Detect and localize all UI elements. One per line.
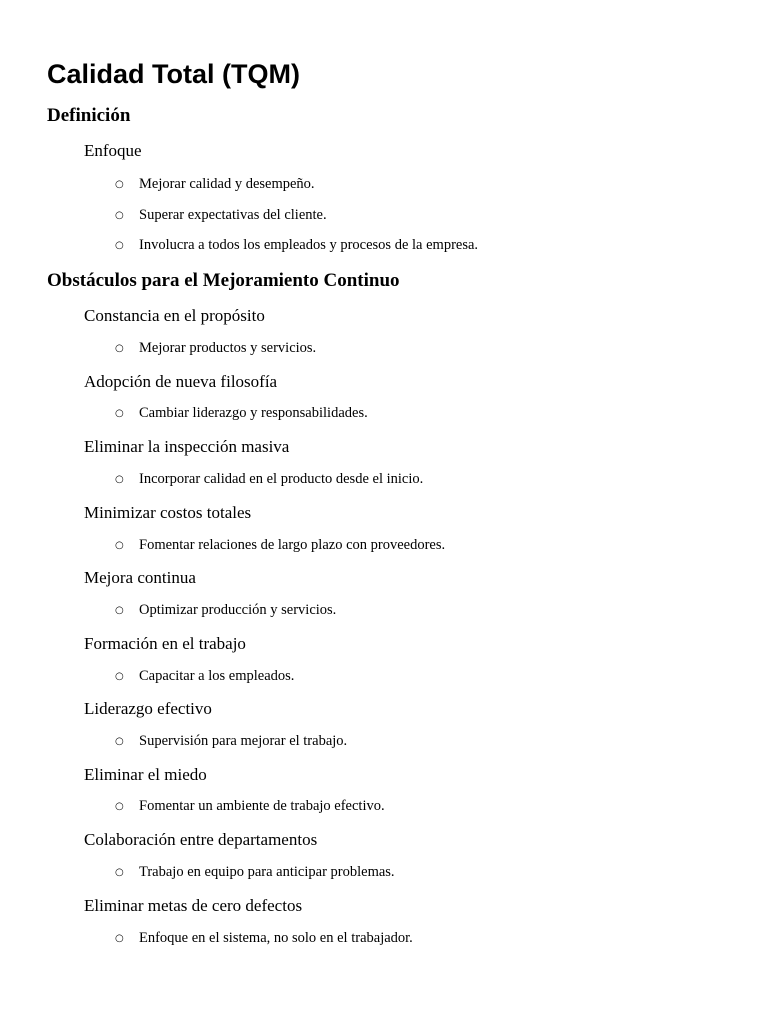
bullet-text: Incorporar calidad en el producto desde el inicio. (139, 471, 424, 487)
document-title: Calidad Total (TQM) (47, 59, 300, 89)
list-item (115, 928, 413, 949)
topic-inspeccion: Eliminar la inspección masiva (84, 437, 290, 456)
bullet-marker-icon: ○ (115, 605, 124, 616)
list-item (115, 235, 478, 256)
bullet-text: Trabajo en equipo para anticipar problemas. (139, 864, 395, 880)
list-item (115, 403, 368, 424)
list-item (115, 666, 294, 687)
topic-costos: Minimizar costos totales (84, 503, 252, 522)
bullet-marker-icon: ○ (115, 933, 124, 944)
bullet-marker-icon: ○ (115, 210, 124, 221)
bullet-text: Fomentar relaciones de largo plazo con proveedores. (139, 537, 446, 553)
bullet-text: Mejorar productos y servicios. (139, 340, 317, 356)
bullet-marker-icon: ○ (115, 736, 124, 747)
list-item (115, 205, 327, 226)
bullet-marker-icon: ○ (115, 408, 124, 419)
bullet-text: Supervisión para mejorar el trabajo. (139, 733, 348, 749)
bullet-marker-icon: ○ (115, 474, 124, 485)
section-heading-obstaculos: Obstáculos para el Mejoramiento Continuo (47, 270, 400, 291)
topic-colaboracion: Colaboración entre departamentos (84, 830, 318, 849)
bullet-text: Involucra a todos los empleados y procesos de la empresa. (139, 237, 479, 253)
bullet-text: Enfoque en el sistema, no solo en el trabajador. (139, 930, 413, 946)
bullet-text: Fomentar un ambiente de trabajo efectivo. (139, 798, 385, 814)
bullet-marker-icon: ○ (115, 343, 124, 354)
bullet-marker-icon: ○ (115, 671, 124, 682)
section-heading-definicion: Definición (47, 105, 131, 126)
list-item (115, 469, 423, 490)
topic-enfoque: Enfoque (84, 141, 142, 160)
topic-miedo: Eliminar el miedo (84, 765, 207, 784)
list-item (115, 535, 445, 556)
list-item (115, 862, 395, 883)
list-item (115, 174, 315, 195)
bullet-text: Mejorar calidad y desempeño. (139, 176, 315, 192)
bullet-text: Superar expectativas del cliente. (139, 207, 327, 223)
bullet-marker-icon: ○ (115, 179, 124, 190)
list-item (115, 731, 347, 752)
list-item (115, 338, 316, 359)
bullet-text: Cambiar liderazgo y responsabilidades. (139, 405, 368, 421)
topic-liderazgo: Liderazgo efectivo (84, 699, 212, 718)
topic-constancia: Constancia en el propósito (84, 306, 265, 325)
topic-mejora: Mejora continua (84, 568, 196, 587)
bullet-marker-icon: ○ (115, 867, 124, 878)
bullet-marker-icon: ○ (115, 540, 124, 551)
topic-formacion: Formación en el trabajo (84, 634, 246, 653)
bullet-text: Capacitar a los empleados. (139, 668, 295, 684)
bullet-marker-icon: ○ (115, 240, 124, 251)
bullet-marker-icon: ○ (115, 801, 124, 812)
list-item (115, 796, 385, 817)
topic-metas: Eliminar metas de cero defectos (84, 896, 303, 915)
topic-adopcion: Adopción de nueva filosofía (84, 372, 278, 391)
list-item (115, 600, 336, 621)
bullet-text: Optimizar producción y servicios. (139, 602, 337, 618)
